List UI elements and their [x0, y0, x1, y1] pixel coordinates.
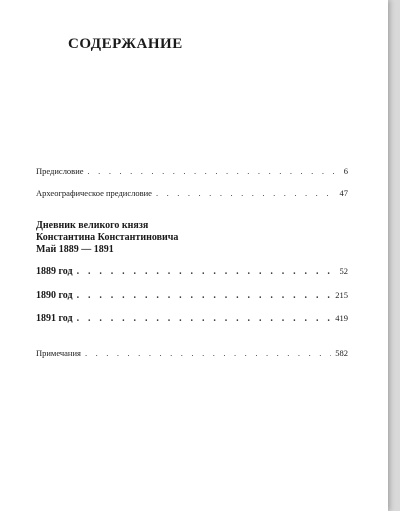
dot-leader	[77, 290, 332, 301]
diary-heading-line: Май 1889 — 1891	[36, 244, 114, 255]
toc-entry-notes	[36, 348, 348, 358]
diary-heading-line: Дневник великого князя	[36, 220, 149, 231]
toc-entry-year-1891	[36, 313, 348, 324]
diary-section-heading	[36, 220, 178, 256]
toc-entry-label: 1890 год	[36, 290, 73, 301]
toc-entry-year-1890	[36, 290, 348, 301]
toc-entry-preface	[36, 166, 348, 176]
toc-entry-page: 582	[335, 348, 348, 358]
toc-entry-label: Предисловие	[36, 166, 84, 176]
dot-leader	[77, 313, 332, 324]
toc-entry-label: Археографическое предисловие	[36, 188, 152, 198]
toc-entry-label: Примечания	[36, 348, 81, 358]
toc-entry-archeographic-preface	[36, 188, 348, 198]
toc-entry-label: 1891 год	[36, 313, 73, 324]
toc-entry-page: 52	[339, 266, 348, 276]
dot-leader	[88, 166, 340, 176]
page-title: СОДЕРЖАНИЕ	[68, 36, 183, 52]
dot-leader	[156, 188, 336, 198]
toc-entry-page: 419	[335, 313, 348, 323]
toc-entry-page: 6	[343, 166, 348, 176]
toc-entry-year-1889	[36, 266, 348, 277]
dot-leader	[77, 266, 336, 277]
toc-entry-page: 47	[339, 188, 348, 198]
toc-entry-page: 215	[335, 290, 348, 300]
toc-entry-label: 1889 год	[36, 266, 73, 277]
dot-leader	[85, 348, 331, 358]
diary-heading-line: Константина Константиновича	[36, 232, 179, 243]
